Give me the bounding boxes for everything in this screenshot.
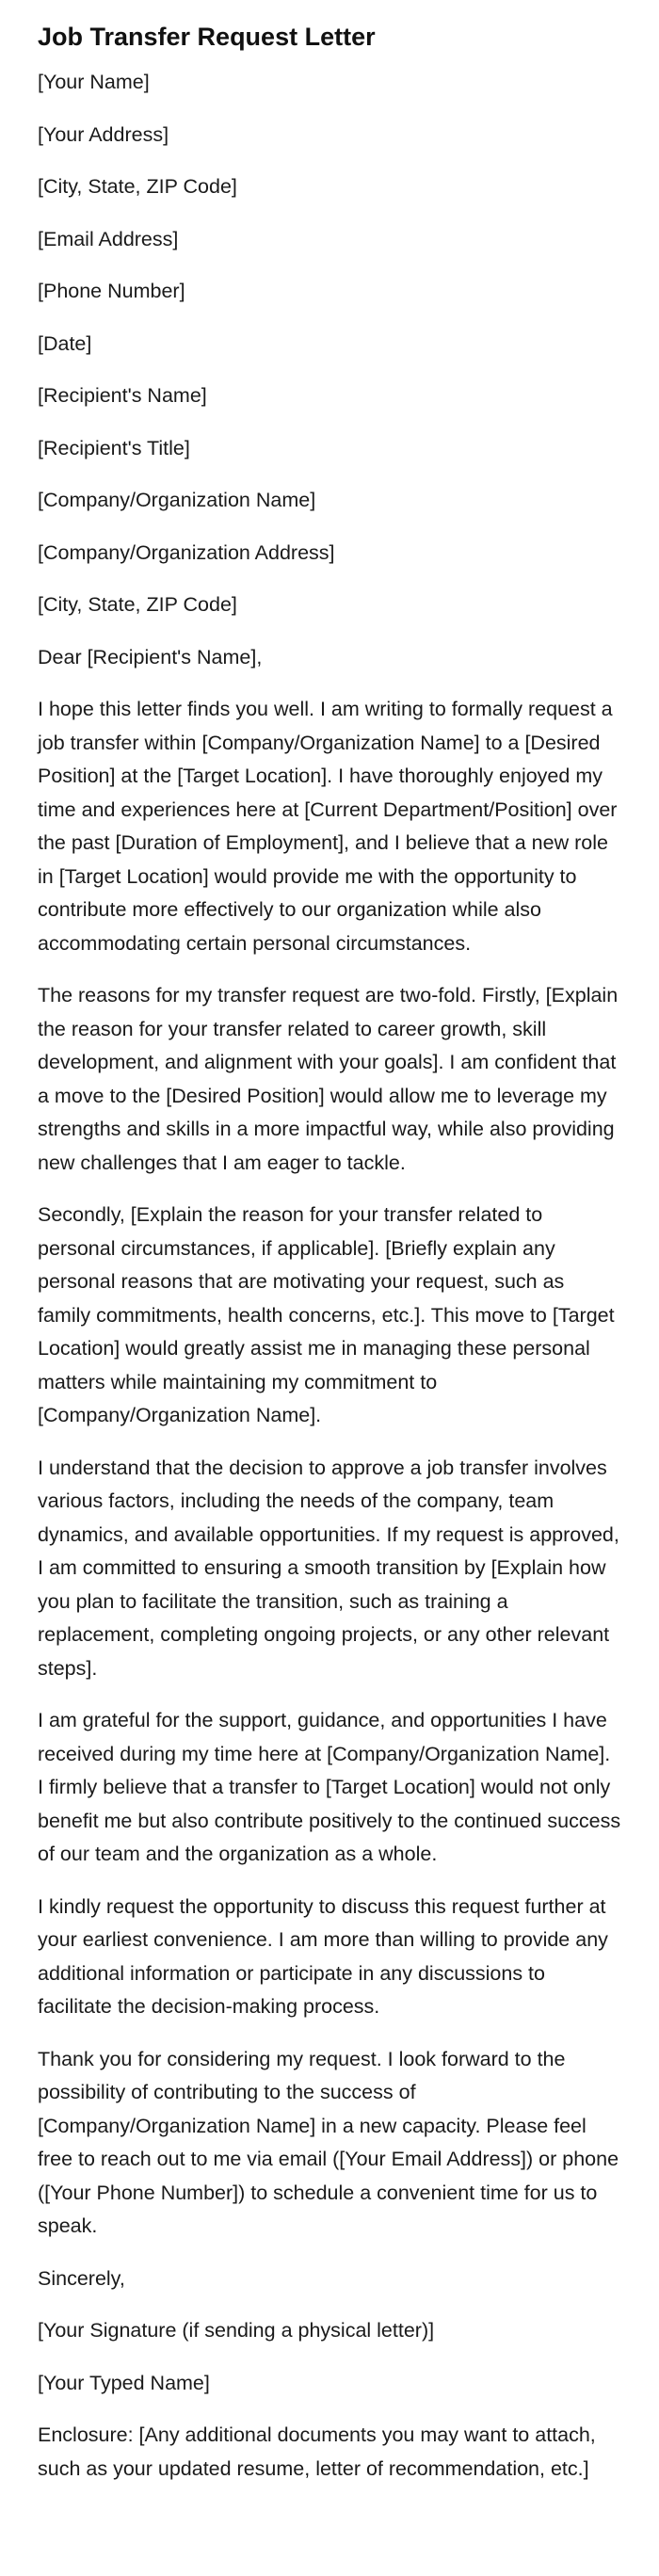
sender-city-state-zip: [City, State, ZIP Code] (38, 175, 237, 198)
body-paragraph: I am grateful for the support, guidance, and opportunities I have received during my time here at [Company/Organization Name]. I firmly believe that a transfer to [Target Location] would not only benefit me but also contribute positively to the continued success of our team and the organization as a whole. (38, 1709, 621, 1865)
recipient-company: [Company/Organization Name] (38, 489, 316, 511)
sender-address: [Your Address] (38, 122, 169, 146)
body-paragraph: Secondly, [Explain the reason for your transfer related to personal circumstances, if applicable]. [Briefly explain any personal reasons that are motivating your request, such as family commitments, health concerns, etc.]. This move to [Target Location] would greatly assist me in managing these personal matters while maintaining my commitment to [Company/Organization Name]. (38, 1203, 615, 1426)
recipient-company-address: [Company/Organization Address] (38, 540, 335, 564)
recipient-name: [Recipient's Name] (38, 384, 207, 407)
document-title: Job Transfer Request Letter (38, 23, 376, 51)
sender-phone: [Phone Number] (38, 280, 185, 302)
sender-name: [Your Name] (38, 71, 150, 93)
enclosure: Enclosure: [Any additional documents you may want to attach, such as your updated resume, letter of recommendation, etc.] (38, 2423, 596, 2480)
salutation: Dear [Recipient's Name], (38, 645, 263, 668)
body-paragraph: The reasons for my transfer request are two-fold. Firstly, [Explain the reason for your transfer related to career growth, skill development, and alignment with your goals]. I am confident that a move to the [Desired Position] would allow me to leverage my strengths and skills in a more impactful way, while also providing new challenges that I am eager to tackle. (38, 984, 619, 1174)
body-paragraph: I understand that the decision to approve a job transfer involves various factors, including the needs of the company, team dynamics, and available opportunities. If my request is approved, I am committed to ensuring a smooth transition by [Explain how you plan to facilitate the transition, such as training a replacement, completing ongoing projects, or any other relevant steps]. (38, 1456, 619, 1680)
signature-line: [Your Signature (if sending a physical letter)] (38, 2319, 435, 2342)
body-paragraph: I hope this letter finds you well. I am writing to formally request a job transfer within [Company/Organization Name] to a [Desired Position] at the [Target Location]. I have thoroughly enjoyed my time and experiences here at [Current Department/Position] over the past [Duration of Employment], and I believe that a new role in [Target Location] would provide me with the opportunity to contribute more effectively to our organization while also accommodating certain personal circumstances. (38, 698, 618, 955)
closing: Sincerely, (38, 2266, 125, 2290)
body-paragraph: I kindly request the opportunity to discuss this request further at your earliest convenience. I am more than willing to provide any additional information or participate in any discussions to facilitate the decision-making process. (38, 1894, 608, 2018)
sender-email: [Email Address] (38, 227, 179, 250)
recipient-title: [Recipient's Title] (38, 436, 190, 459)
body-paragraph: Thank you for considering my request. I look forward to the possibility of contributing to the success of [Company/Organization Name] in a new capacity. Please feel free to reach out to me via email ([Your Email Address]) or phone ([Your Phone Number]) to schedule a convenient time for us to speak. (38, 2047, 619, 2237)
letter-date: [Date] (38, 331, 92, 355)
typed-name: [Your Typed Name] (38, 2371, 210, 2394)
recipient-city-state-zip: [City, State, ZIP Code] (38, 593, 237, 616)
